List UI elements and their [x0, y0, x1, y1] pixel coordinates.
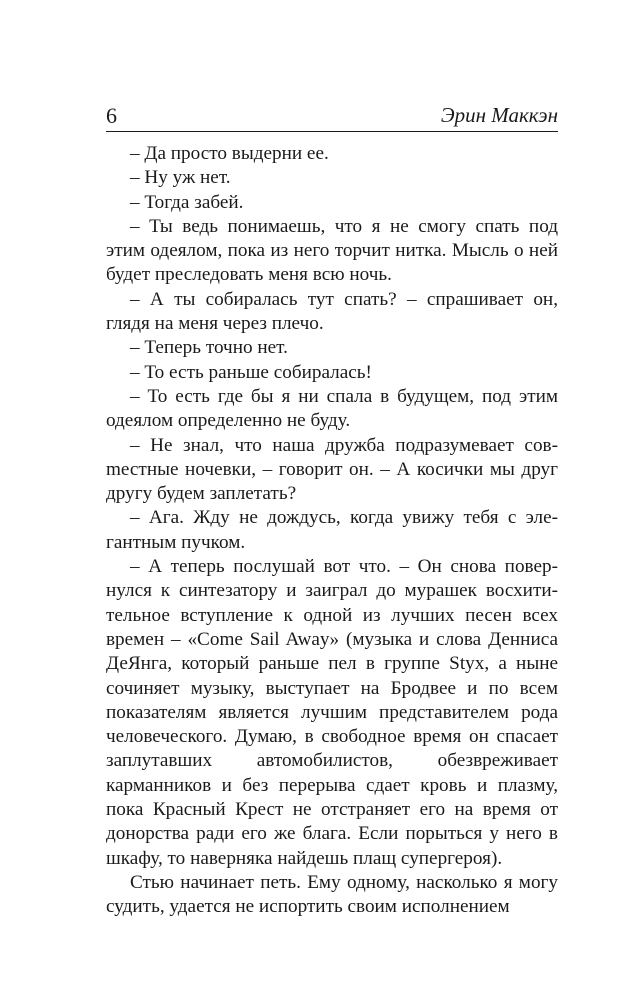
body-text — [106, 142, 558, 920]
paragraph: – А теперь послушай вот что. – Он снова повернулся к синтезатору и заиграл до мурашек восхитительное вступление к одной из лучших песен всех времен – «Come Sail Away» (музыка и слова Денниса ДеЯнга, который раньше пел в группе Styx, а ныне сочиняет музыку, выступает на Бродвее и по всем показателям является лучшим представителем рода человеческого. Думаю, в свободное время он спасает заплутавших автомобилистов, обезвреживает карманников и без перерыва сдает кровь и плазму, пока Красный Крест не отстраняет его на время от донорства ради его же блага. Если порыться у него в шкафу, то наверняка найдешь плащ супергероя). — [106, 556, 558, 869]
paragraph: Стью начинает петь. Ему одному, насколько я могу судить, удается не испортить своим исполнением — [106, 871, 558, 918]
paragraph: – А ты собиралась тут спать? – спрашивает он, глядя на меня через плечо. — [106, 288, 558, 335]
paragraph: – Ты ведь понимаешь, что я не смогу спать под этим одеялом, пока из него торчит нитка. Мысль о ней будет преследовать меня всю ночь. — [106, 215, 558, 286]
running-head — [106, 101, 558, 132]
paragraph: – Не знал, что наша дружба подразумевает совmестные ночевки, – говорит он. – А косички мы друг другу будем заплетать? — [106, 434, 558, 505]
paragraph: – Теперь точно нет. — [130, 337, 288, 359]
paragraph: – Тогда забей. — [130, 191, 244, 213]
running-title: Эрин Маккэн — [440, 103, 558, 127]
paragraph: – Да просто выдерни ее. — [130, 143, 329, 164]
paragraph: – То есть где бы я ни спала в будущем, под этим одеялом определенно не буду. — [106, 385, 558, 432]
book-page — [106, 101, 558, 920]
paragraph: – То есть раньше собиралась! — [130, 361, 372, 383]
paragraph: – Ну уж нет. — [130, 167, 231, 189]
page-number: 6 — [106, 103, 117, 128]
paragraph: – Ага. Жду не дождусь, когда увижу тебя с элегантным пучком. — [106, 507, 558, 553]
